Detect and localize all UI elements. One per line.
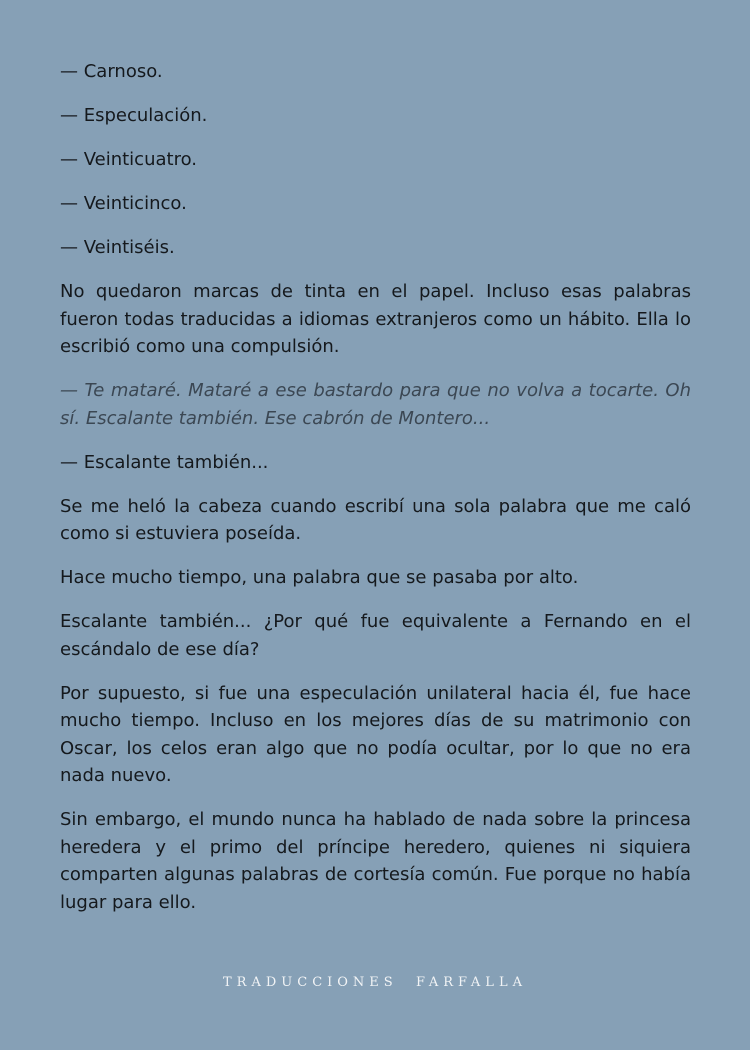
paragraph: Hace mucho tiempo, una palabra que se pasaba por alto. <box>60 567 579 588</box>
paragraph: Se me heló la cabeza cuando escribí una sola palabra que me caló como si estuviera poseída. <box>60 495 691 544</box>
paragraph: Por supuesto, si fue una especulación unilateral hacia él, fue hace mucho tiempo. Incluso en los mejores días de su matrimonio con Oscar, los celos eran algo que no podía ocultar, por lo que no era nada nuevo. <box>60 682 691 786</box>
italic-paragraph: — Te mataré. Mataré a ese bastardo para que no volva a tocarte. Oh sí. Escalante también. Ese cabrón de Montero... <box>60 380 691 429</box>
paragraph: — Carnoso. <box>60 61 163 82</box>
paragraph: — Veinticinco. <box>60 193 187 214</box>
paragraph: Sin embargo, el mundo nunca ha hablado de nada sobre la princesa heredera y el primo del príncipe heredero, quienes ni siquiera comparten algunas palabras de cortesía común. Fue porque no había lugar para ello. <box>60 809 691 913</box>
paragraph: — Veinticuatro. <box>60 149 197 170</box>
document-body <box>60 58 691 933</box>
paragraph: No quedaron marcas de tinta en el papel. Incluso esas palabras fueron todas traducidas a idiomas extranjeros como un hábito. Ella lo escribió como una compulsión. <box>60 281 691 357</box>
paragraph: — Escalante también... <box>60 451 269 473</box>
footer-credit: TRADUCCIONES FARFALLA <box>223 975 527 990</box>
paragraph: — Especulación. <box>60 105 208 126</box>
paragraph: Escalante también... ¿Por qué fue equivalente a Fernando en el escándalo de ese día? <box>60 611 691 660</box>
paragraph: — Veintiséis. <box>60 237 175 258</box>
